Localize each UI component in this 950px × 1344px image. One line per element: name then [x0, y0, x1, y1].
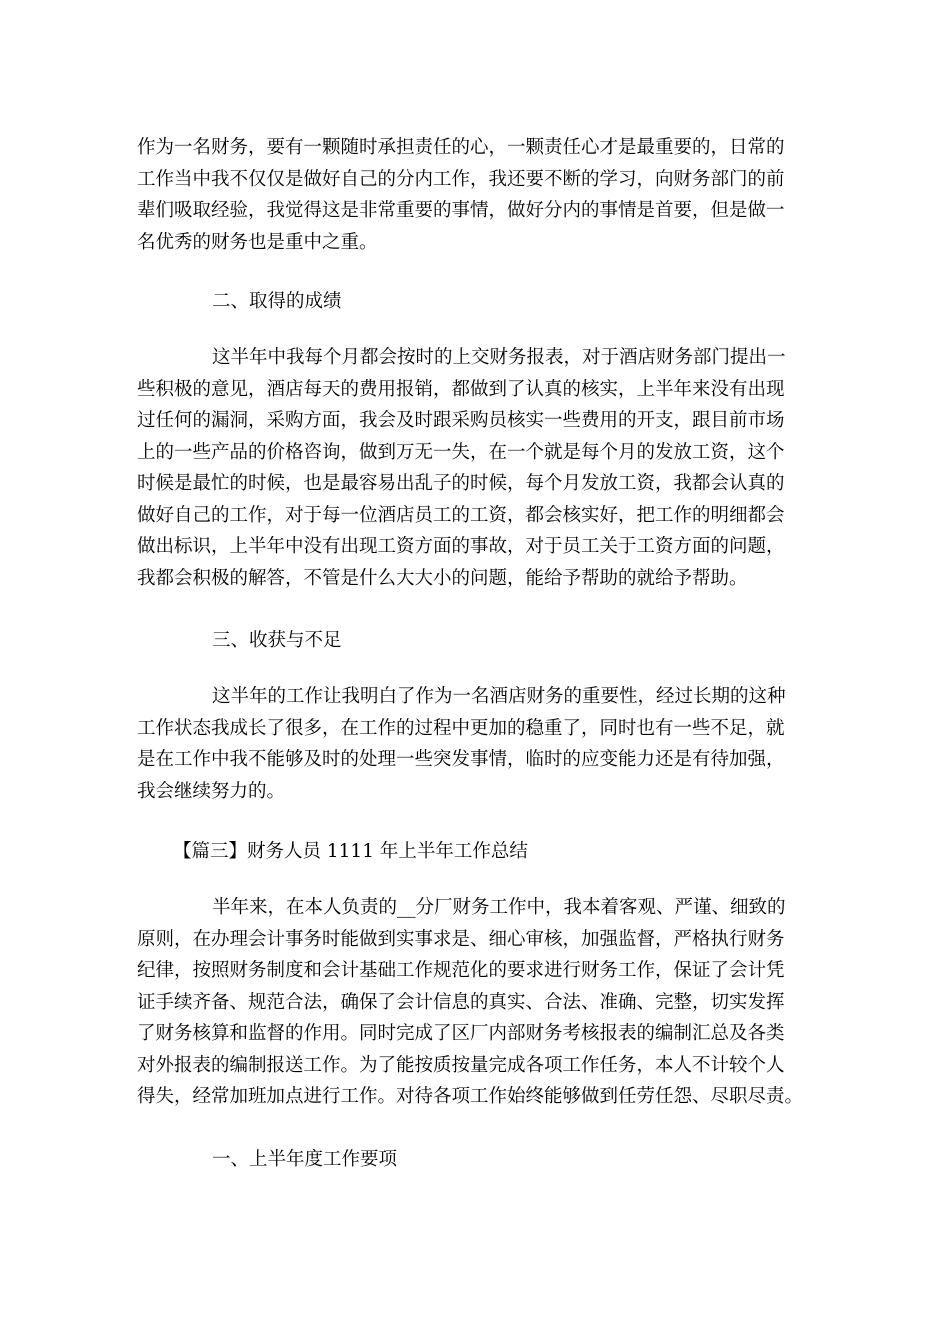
- text-line: 做好自己的工作，对于每一位酒店员工的工资，都会核实好，把工作的明细都会: [137, 504, 785, 526]
- paragraph-responsibility: [137, 132, 827, 258]
- text-line: 是在工作中我不能够及时的处理一些突发事情，临时的应变能力还是有待加强，: [137, 749, 785, 770]
- text-line: 作为一名财务，要有一颗随时承担责任的心，一颗责任心才是最重要的，日常的: [137, 137, 785, 158]
- text-line: 过任何的漏洞，采购方面，我会及时跟采购员核实一些费用的开支，跟目前市场: [137, 410, 785, 431]
- text-line: 对外报表的编制报送工作。为了能按质按量完成各项工作任务，本人不计较个人: [137, 1054, 785, 1076]
- text-line: 证手续齐备、规范合法，确保了会计信息的真实、合法、准确、完整，切实发挥: [137, 991, 785, 1013]
- text-line: 工作当中我不仅仅是做好自己的分内工作，我还要不断的学习，向财务部门的前: [137, 168, 785, 190]
- paragraph-achievements: [137, 342, 827, 594]
- text-line: 原则，在办理会计事务时能做到实事求是、细心审核，加强监督，严格执行财务: [137, 928, 785, 950]
- heading-gains-shortcomings: 三、收获与不足: [212, 630, 342, 651]
- text-line: 这半年中我每个月都会按时的上交财务报表，对于酒店财务部门提出一: [212, 347, 786, 368]
- text-line: 做出标识，上半年中没有出现工资方面的事故，对于员工关于工资方面的问题，: [137, 536, 785, 557]
- text-line: 些积极的意见，酒店每天的费用报销，都做到了认真的核实，上半年来没有出现: [137, 378, 785, 400]
- text-line: 辈们吸取经验，我觉得这是非常重要的事情，做好分内的事情是首要，但是做一: [137, 200, 785, 221]
- text-line: 了财务核算和监督的作用。同时完成了区厂内部财务考核报表的编制汇总及各类: [137, 1023, 785, 1044]
- heading-achievements: 二、取得的成绩: [212, 291, 342, 312]
- text-line: 纪律，按照财务制度和会计基础工作规范化的要求进行财务工作，保证了会计凭: [137, 960, 785, 981]
- heading-work-items: 一、上半年度工作要项: [212, 1149, 398, 1170]
- text-line: 我都会积极的解答，不管是什么大大小的问题，能给予帮助的就给予帮助。: [137, 567, 748, 589]
- paragraph-half-year-summary: [137, 892, 827, 1113]
- text-line: 半年来，在本人负责的__分厂财务工作中，我本着客观、严谨、细致的: [212, 897, 786, 918]
- text-line: 得失，经常加班加点进行工作。对待各项工作始终能够做到任劳任怨、尽职尽责。: [137, 1086, 804, 1107]
- section-title: 【篇三】财务人员 1111 年上半年工作总结: [173, 841, 528, 862]
- text-line: 我会继续努力的。: [137, 780, 286, 802]
- paragraph-gains-shortcomings: [137, 681, 827, 807]
- text-line: 时候是最忙的时候，也是最容易出乱子的时候，每个月发放工资，我都会认真的: [137, 473, 785, 494]
- text-line: 这半年的工作让我明白了作为一名酒店财务的重要性，经过长期的这种: [212, 686, 786, 707]
- text-line: 工作状态我成长了很多，在工作的过程中更加的稳重了，同时也有一些不足，就: [137, 717, 785, 739]
- text-line: 名优秀的财务也是重中之重。: [137, 231, 378, 253]
- text-line: 上的一些产品的价格咨询，做到万无一失，在一个就是每个月的发放工资，这个: [137, 441, 785, 463]
